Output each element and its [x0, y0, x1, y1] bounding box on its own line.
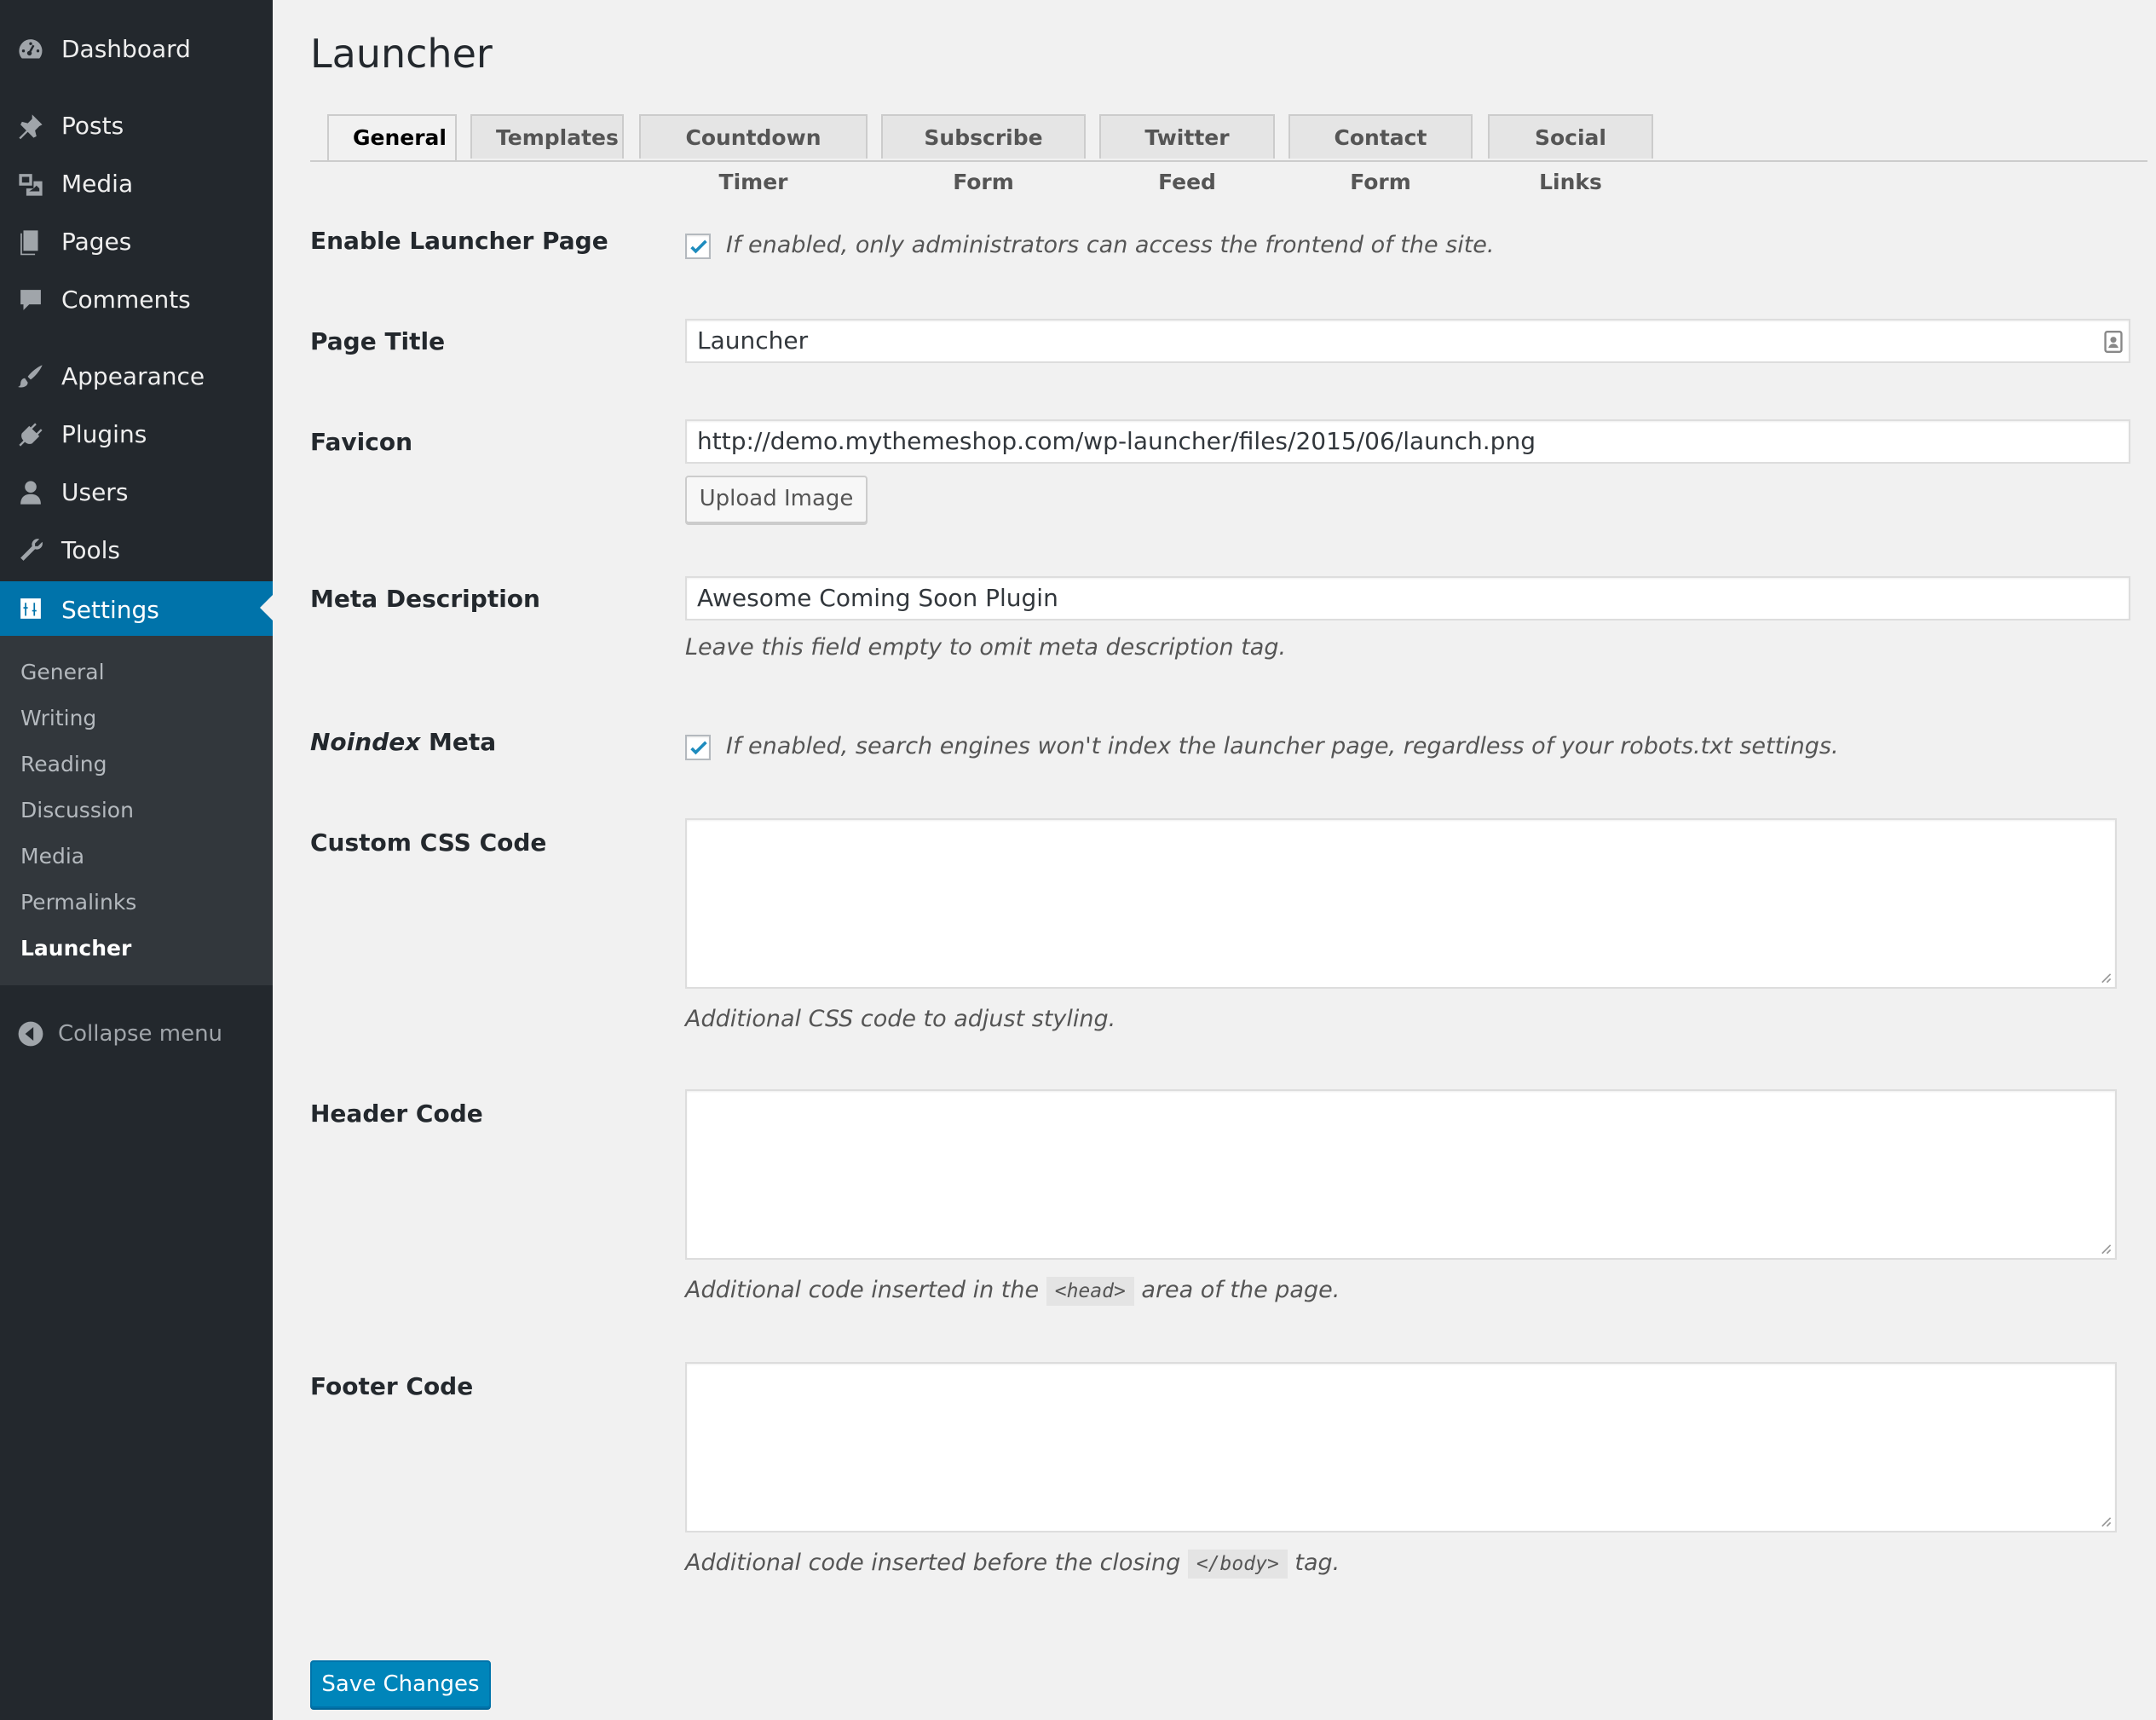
checkmark-icon [689, 237, 709, 257]
sidebar-item-appearance[interactable] [0, 349, 273, 402]
sidebar-item-label: Pages [61, 227, 132, 256]
tab-twitter-feed[interactable]: Twitter Feed [1099, 114, 1275, 159]
sidebar-item-posts[interactable] [0, 99, 273, 152]
collapse-icon [17, 1020, 44, 1048]
header-code-label: Header Code [310, 1100, 483, 1128]
sidebar-item-label: Appearance [61, 361, 205, 390]
checkmark-icon [689, 738, 709, 759]
wrench-icon [15, 535, 46, 566]
submenu-item-writing[interactable]: Writing [20, 706, 97, 730]
meta-description-help: Leave this field empty to omit meta description tag. [685, 634, 1287, 661]
submenu-item-launcher[interactable]: Launcher [20, 936, 132, 961]
footer-code-help-before: Additional code inserted before the closing [685, 1550, 1181, 1576]
page-title-value: Launcher [697, 326, 809, 355]
page-title: Launcher [310, 31, 493, 77]
settings-icon [15, 593, 46, 624]
sidebar-item-dashboard[interactable] [0, 22, 273, 75]
sidebar-item-label: Users [61, 477, 129, 506]
custom-css-help: Additional CSS code to adjust styling. [685, 1006, 1116, 1032]
tab-subscribe-form[interactable]: Subscribe Form [881, 114, 1086, 159]
submenu-item-reading[interactable]: Reading [20, 752, 107, 776]
sidebar-item-settings[interactable] [0, 581, 273, 638]
tab-general[interactable]: General [327, 114, 457, 162]
head-tag-code: <head> [1046, 1277, 1134, 1306]
resize-grip-icon[interactable] [2100, 972, 2112, 984]
submenu-item-media[interactable]: Media [20, 844, 85, 869]
collapse-menu-label: Collapse menu [58, 1021, 223, 1047]
header-code-textarea[interactable] [685, 1089, 2117, 1260]
contact-card-icon[interactable] [2103, 331, 2124, 353]
custom-css-label: Custom CSS Code [310, 828, 547, 857]
save-changes-button[interactable]: Save Changes [310, 1660, 491, 1708]
enable-launcher-checkbox[interactable] [685, 234, 711, 259]
enable-launcher-description: If enabled, only administrators can access the frontend of the site. [726, 232, 1495, 258]
admin-sidebar [0, 0, 273, 1720]
sidebar-item-label: Posts [61, 111, 124, 140]
custom-css-textarea[interactable] [685, 818, 2117, 989]
header-code-help [685, 1277, 1340, 1303]
sidebar-item-label: Plugins [61, 419, 147, 448]
sidebar-item-media[interactable] [0, 157, 273, 210]
page-title-label: Page Title [310, 327, 446, 355]
sidebar-item-plugins[interactable] [0, 407, 273, 460]
sidebar-item-label: Tools [61, 535, 120, 564]
pushpin-icon [15, 111, 46, 141]
sidebar-item-label: Media [61, 169, 134, 198]
footer-code-help [685, 1550, 1340, 1576]
tab-contact-form[interactable]: Contact Form [1288, 114, 1473, 159]
tab-social-links[interactable]: Social Links [1488, 114, 1653, 159]
tabs-divider [310, 160, 2147, 162]
settings-submenu [0, 636, 273, 985]
favicon-label: Favicon [310, 428, 412, 456]
sidebar-item-users[interactable] [0, 465, 273, 518]
paintbrush-icon [15, 361, 46, 392]
noindex-meta-label [310, 728, 496, 756]
noindex-label-emphasis: Noindex [310, 728, 421, 756]
meta-description-label: Meta Description [310, 585, 540, 613]
favicon-url-input[interactable]: http://demo.mythemeshop.com/wp-launcher/files/2015/06/launch.png [685, 419, 2130, 464]
tab-templates[interactable]: Templates [470, 114, 624, 159]
dashboard-icon [15, 34, 46, 65]
user-icon [15, 477, 46, 508]
upload-image-button[interactable]: Upload Image [685, 476, 868, 523]
sidebar-item-label: Comments [61, 285, 191, 314]
noindex-meta-checkbox[interactable] [685, 735, 711, 760]
resize-grip-icon[interactable] [2100, 1243, 2112, 1255]
comment-icon [15, 285, 46, 315]
body-close-tag-code: </body> [1188, 1550, 1288, 1579]
plugin-icon [15, 419, 46, 450]
noindex-meta-description: If enabled, search engines won't index the launcher page, regardless of your robots.txt settings. [726, 733, 1839, 759]
sidebar-item-comments[interactable] [0, 273, 273, 326]
collapse-menu-button[interactable] [0, 1010, 273, 1058]
footer-code-help-after: tag. [1294, 1550, 1340, 1576]
submenu-item-general[interactable]: General [20, 660, 105, 684]
sidebar-item-tools[interactable] [0, 523, 273, 576]
pages-icon [15, 227, 46, 257]
footer-code-textarea[interactable] [685, 1362, 2117, 1532]
meta-description-input[interactable]: Awesome Coming Soon Plugin [685, 576, 2130, 620]
footer-code-label: Footer Code [310, 1372, 474, 1400]
header-code-help-before: Additional code inserted in the [685, 1277, 1040, 1303]
enable-launcher-label: Enable Launcher Page [310, 227, 608, 255]
media-icon [15, 169, 46, 199]
tab-countdown-timer[interactable]: Countdown Timer [639, 114, 868, 159]
sidebar-item-label: Settings [61, 595, 159, 624]
sidebar-item-pages[interactable] [0, 215, 273, 268]
active-indicator-arrow [260, 595, 273, 620]
noindex-label-rest: Meta [420, 728, 497, 756]
page-title-input[interactable] [685, 319, 2130, 363]
submenu-item-permalinks[interactable]: Permalinks [20, 890, 137, 915]
sidebar-item-label: Dashboard [61, 34, 191, 63]
header-code-help-after: area of the page. [1141, 1277, 1340, 1303]
resize-grip-icon[interactable] [2100, 1515, 2112, 1527]
submenu-item-discussion[interactable]: Discussion [20, 798, 134, 822]
